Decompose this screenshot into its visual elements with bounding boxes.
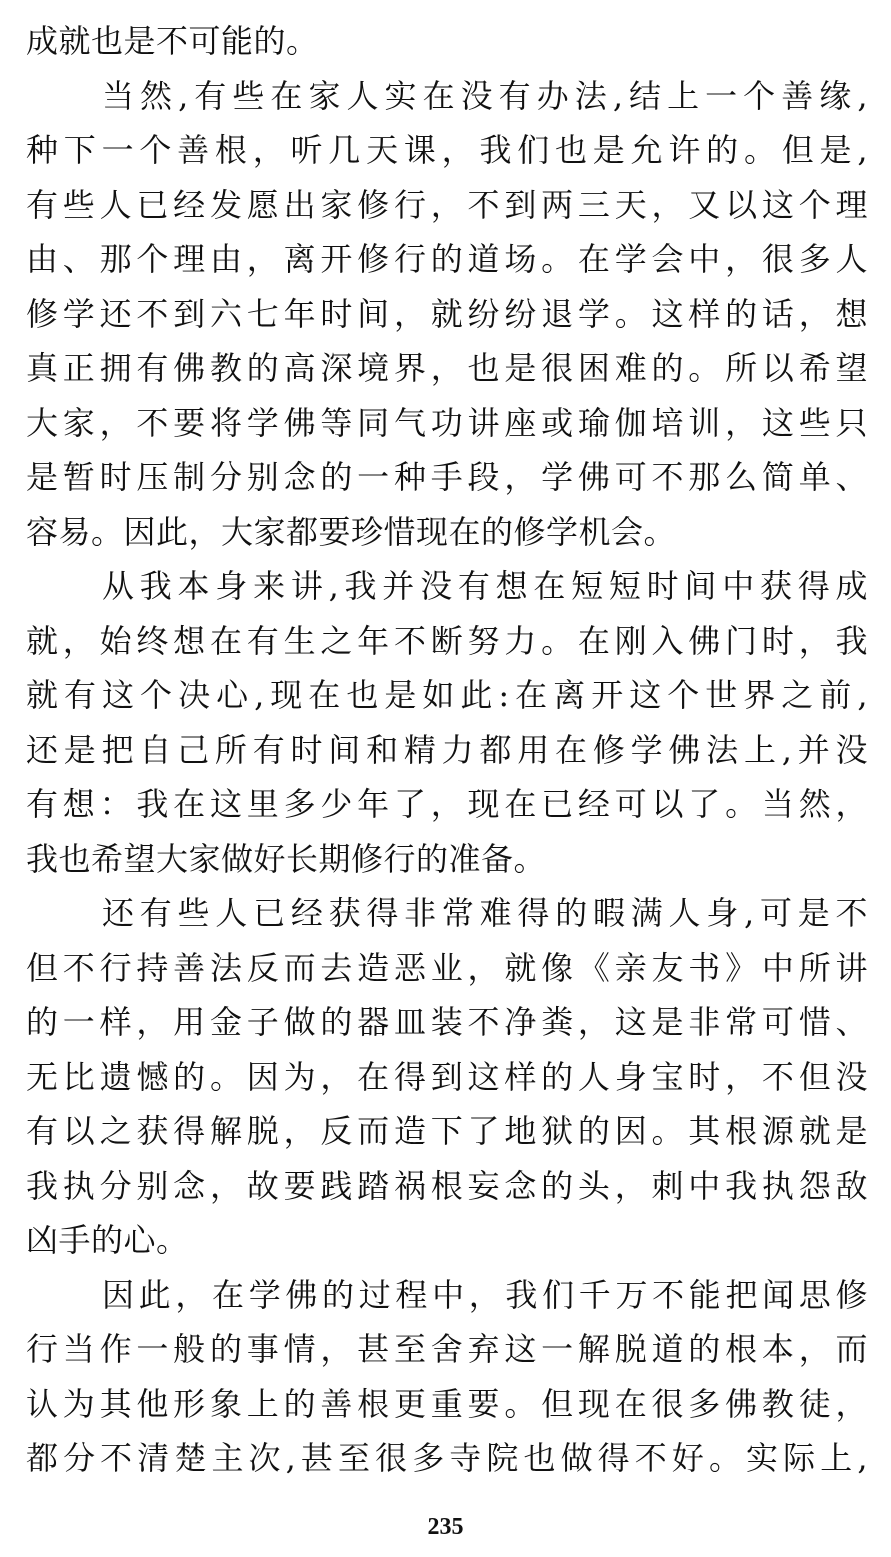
text-line: 有想：我在这里多少年了，现在已经可以了。当然， <box>26 785 868 823</box>
text-line: 我也希望大家做好长期修行的准备。 <box>26 839 547 878</box>
text-line: 无比遗憾的。因为，在得到这样的人身宝时，不但没 <box>26 1057 868 1096</box>
text-line: 因此，在学佛的过程中，我们千万不能把闻思修 <box>102 1275 868 1314</box>
text-line: 有些人已经发愿出家修行，不到两三天，又以这个理 <box>26 185 868 224</box>
paragraph-2 <box>26 69 868 560</box>
page-number: 235 <box>427 1514 464 1540</box>
text-line: 都分不清楚主次,甚至很多寺院也做得不好。实际上, <box>26 1439 868 1477</box>
text-line: 当然,有些在家人实在没有办法,结上一个善缘, <box>102 76 868 115</box>
text-line: 就有这个决心,现在也是如此:在离开这个世界之前, <box>26 676 868 714</box>
text-line: 凶手的心。 <box>26 1221 189 1259</box>
text-line: 容易。因此，大家都要珍惜现在的修学机会。 <box>26 512 677 551</box>
paragraph-4 <box>26 886 868 1268</box>
text-line: 种下一个善根，听几天课，我们也是允许的。但是, <box>26 131 868 169</box>
text-line: 从我本身来讲,我并没有想在短短时间中获得成 <box>102 567 868 605</box>
text-line: 有以之获得解脱，反而造下了地狱的因。其根源就是 <box>26 1112 868 1150</box>
text-line: 但不行持善法反而去造恶业，就像《亲友书》中所讲 <box>26 948 868 987</box>
text-line: 是暂时压制分别念的一种手段，学佛可不那么简单、 <box>26 458 868 496</box>
text-line: 真正拥有佛教的高深境界，也是很困难的。所以希望 <box>26 349 868 387</box>
text-line: 认为其他形象上的善根更重要。但现在很多佛教徒， <box>26 1384 868 1423</box>
text-line: 的一样，用金子做的器皿装不净粪，这是非常可惜、 <box>26 1003 868 1041</box>
text-line: 行当作一般的事情，甚至舍弃这一解脱道的根本，而 <box>26 1330 868 1368</box>
paragraph-5 <box>26 1268 868 1486</box>
text-line: 还有些人已经获得非常难得的暇满人身,可是不 <box>102 894 868 932</box>
text-line: 还是把自己所有时间和精力都用在修学佛法上,并没 <box>26 730 868 769</box>
text-line: 修学还不到六七年时间，就纷纷退学。这样的话，想 <box>26 294 868 333</box>
text-line: 大家，不要将学佛等同气功讲座或瑜伽培训，这些只 <box>26 403 868 442</box>
text-line: 我执分别念，故要践踏祸根妄念的头，刺中我执怨敌 <box>26 1166 868 1205</box>
paragraph-1 <box>26 14 868 69</box>
page-body <box>26 14 868 1486</box>
text-line: 就，始终想在有生之年不断努力。在刚入佛门时，我 <box>26 621 868 660</box>
paragraph-3 <box>26 559 868 886</box>
text-line: 由、那个理由，离开修行的道场。在学会中，很多人 <box>26 240 868 278</box>
text-line: 成就也是不可能的。 <box>26 22 319 60</box>
